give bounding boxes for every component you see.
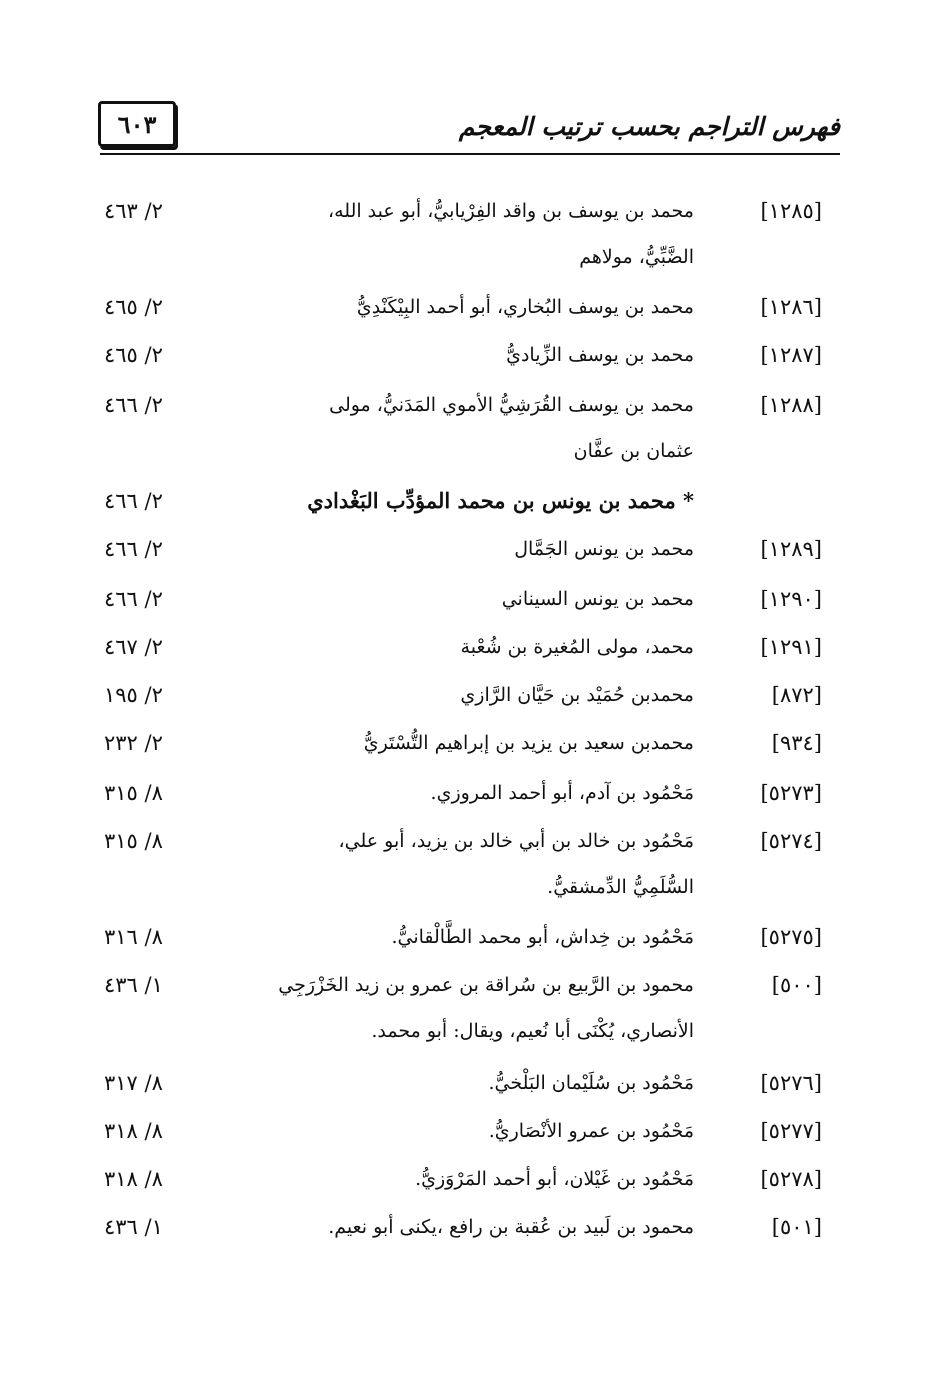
entry-reference: ٢/ ٤٦٧ [104,635,163,659]
entry-name: محمد بن يوسف الزِّياديُّ [506,344,694,366]
entry-reference: ٢/ ٤٦٦ [104,537,163,561]
index-entry [0,1116,944,1160]
entry-number: [٩٣٤] [771,731,822,755]
entry-number: [٥٢٧٧] [760,1119,822,1143]
index-entry [0,1164,944,1208]
entry-name: محمود بن الرَّبيع بن سُراقة بن عمرو بن زيد الخَزْرَجِي [278,974,694,996]
index-entry [0,196,944,268]
entry-reference: ١/ ٤٣٦ [104,1215,163,1239]
entry-number: [٥٠١] [771,1215,822,1239]
entry-name: مَحْمُود بن غَيْلان، أبو أحمد المَرْوَزيُّ. [415,1168,694,1190]
entry-number: [٨٧٢] [771,683,822,707]
entry-number: [١٢٩١] [760,635,822,659]
entry-number: [٥٢٧٤] [760,829,822,853]
entry-name: محمد بن يوسف بن واقد الفِرْيابيُّ، أبو عبد الله، [327,200,694,222]
entry-name-continued: السُّلَمِيُّ الدِّمشقيُّ. [547,876,694,898]
index-entry [0,340,944,384]
entry-reference: ٢/ ٤٦٦ [104,393,163,417]
entry-reference: ١/ ٤٣٦ [104,973,163,997]
entry-name-continued: الضَّبِّيُّ، مولاهم [579,246,694,268]
entry-number: [٥٠٠] [771,973,822,997]
entry-name: محمد بن يوسف البُخاري، أبو أحمد البِيْكَنْدِيُّ [356,296,694,318]
entry-name: مَحْمُود بن سُلَيْمان البَلْخيُّ. [488,1072,694,1094]
entry-number: [١٢٨٩] [760,537,822,561]
entry-name-continued: عثمان بن عفَّان [573,440,694,462]
entry-reference: ٢/ ١٩٥ [104,683,163,707]
entry-name-continued: الأنصاري، يُكْنَى أبا نُعيم، ويقال: أبو محمد. [371,1020,694,1042]
entry-name: محمد، مولى المُغيرة بن شُعْبة [460,636,694,658]
entry-name: مَحْمُود بن آدم، أبو أحمد المروزي. [430,782,694,804]
entry-number: [٥٢٧٣] [760,781,822,805]
entry-number: [١٢٩٠] [760,587,822,611]
page-number-box [98,101,176,147]
index-entry [0,1068,944,1112]
entry-name: محمد بن يونس الجَمَّال [514,538,694,560]
running-title: فهرس التراجم بحسب ترتيب المعجم [458,112,840,141]
index-entry [0,826,944,898]
entry-reference: ٢/ ٤٦٣ [104,199,163,223]
entry-number: [١٢٨٦] [760,295,822,319]
entry-reference: ٢/ ٤٦٦ [104,489,163,513]
entry-name: محمدبن سعيد بن يزيد بن إبراهيم التُّسْتَريُّ [363,732,694,754]
entry-name: محمدبن حُمَيْد بن حَيَّان الرَّازي [460,684,694,706]
entry-number: [١٢٨٥] [760,199,822,223]
entry-reference: ٨/ ٣١٦ [104,925,163,949]
header-rule [100,153,840,155]
index-entry [0,1212,944,1256]
entry-number: [٥٢٧٦] [760,1071,822,1095]
entry-reference: ٢/ ٤٦٥ [104,295,163,319]
index-entry [0,390,944,462]
entry-reference: ٨/ ٣١٥ [104,781,163,805]
entry-number: [١٢٨٨] [760,393,822,417]
entry-reference: ٨/ ٣١٧ [104,1071,163,1095]
index-entry [0,728,944,772]
index-entry [0,680,944,724]
index-entry [0,970,944,1042]
entry-reference: ٢/ ٢٣٢ [104,731,163,755]
entry-reference: ٨/ ٣١٥ [104,829,163,853]
entry-name-heading: * محمد بن يونس بن محمد المؤدِّب البَغْدادي [307,488,694,513]
index-entry [0,534,944,578]
index-entry [0,922,944,966]
page-number: ٦٠٣ [117,109,157,139]
index-entry-heading [0,486,944,530]
entry-reference: ٨/ ٣١٨ [104,1119,163,1143]
entry-reference: ٢/ ٤٦٦ [104,587,163,611]
index-entry [0,292,944,336]
entry-name: مَحْمُود بن خالد بن أبي خالد بن يزيد، أبو علي، [338,830,694,852]
index-entry [0,632,944,676]
entry-number: [٥٢٧٨] [760,1167,822,1191]
entry-name: محمد بن يوسف القُرَشِيُّ الأموي المَدَنيُّ، مولى [329,394,694,416]
entry-reference: ٨/ ٣١٨ [104,1167,163,1191]
entry-name: محمود بن لَبيد بن عُقبة بن رافع ،يكنى أبو نعيم. [328,1216,694,1238]
entry-reference: ٢/ ٤٦٥ [104,343,163,367]
entry-name: محمد بن يونس السيناني [501,588,694,610]
entry-number: [١٢٨٧] [760,343,822,367]
entry-name: مَحْمُود بن عمرو الأنْصَاريُّ. [488,1120,694,1142]
index-entry [0,584,944,628]
index-entry [0,778,944,822]
entry-number: [٥٢٧٥] [760,925,822,949]
entry-name: مَحْمُود بن خِداش، أبو محمد الطَّالْقانيُّ. [391,926,694,948]
